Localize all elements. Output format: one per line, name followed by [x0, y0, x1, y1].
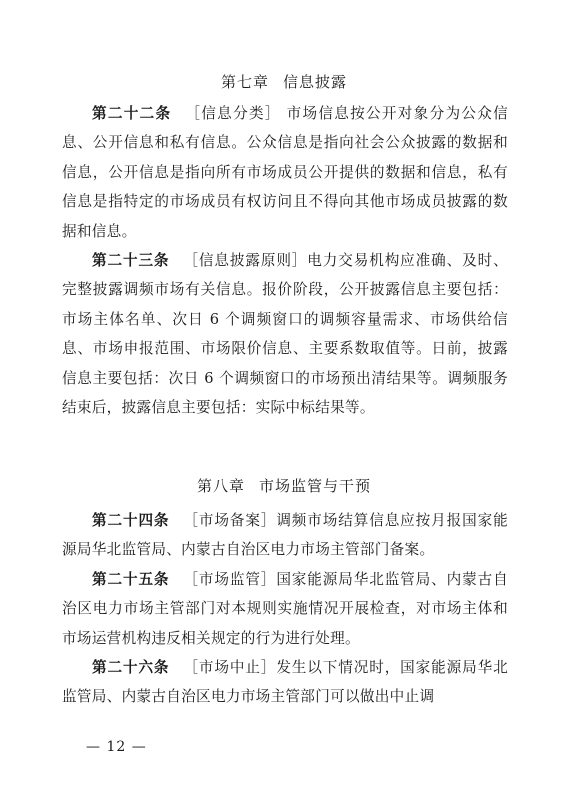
chapter-title: 信息披露 — [283, 73, 348, 91]
article-text: ［信息披露原则］电力交易机构应准确、及时、完整披露调频市场有关信息。报价阶段，公开披露信息主要包括：市场主体名单、次日 6 个调频窗口的调频容量需求、市场供给信息、市场申报范围、市场限价信息、主要系数取值等。日前，披露信息主要包括：次日 6 个调频窗口的市场预出清结果等。调频服务结束后，披露信息主要包括：实际中标结果等。 — [62, 252, 508, 417]
article-number: 第二十二条 — [92, 105, 172, 122]
article-22 — [62, 99, 508, 246]
chapter-8-heading — [0, 476, 568, 496]
chapter-title: 市场监管与干预 — [259, 477, 372, 495]
article-number: 第二十六条 — [92, 659, 170, 676]
article-number: 第二十四条 — [92, 512, 170, 529]
chapter-label: 第七章 — [220, 73, 269, 91]
chapter-7-heading — [0, 72, 568, 92]
article-25 — [62, 565, 508, 653]
chapter-label: 第八章 — [196, 477, 245, 495]
article-number: 第二十五条 — [92, 571, 170, 588]
article-text: ［市场中止］发生以下情况时，国家能源局华北监管局、内蒙古自治区电力市场主管部门可以做出中止调 — [62, 659, 508, 706]
page-number: — 12 — — [86, 739, 147, 755]
article-text: ［市场备案］调频市场结算信息应按月报国家能源局华北监管局、内蒙古自治区电力市场主管部门备案。 — [62, 512, 508, 559]
article-26 — [62, 653, 508, 712]
article-number: 第二十三条 — [92, 252, 170, 269]
article-23 — [62, 246, 508, 422]
article-24 — [62, 506, 508, 565]
article-text: ［信息分类］ 市场信息按公开对象分为公众信息、公开信息和私有信息。公众信息是指向社会公众披露的数据和信息，公开信息是指向所有市场成员公开提供的数据和信息，私有信息是指特定的市场成员有权访问且不得向其他市场成员披露的数据和信息。 — [62, 105, 508, 240]
article-text: ［市场监管］国家能源局华北监管局、内蒙古自治区电力市场主管部门对本规则实施情况开展检查，对市场主体和市场运营机构违反相关规定的行为进行处理。 — [62, 571, 508, 647]
